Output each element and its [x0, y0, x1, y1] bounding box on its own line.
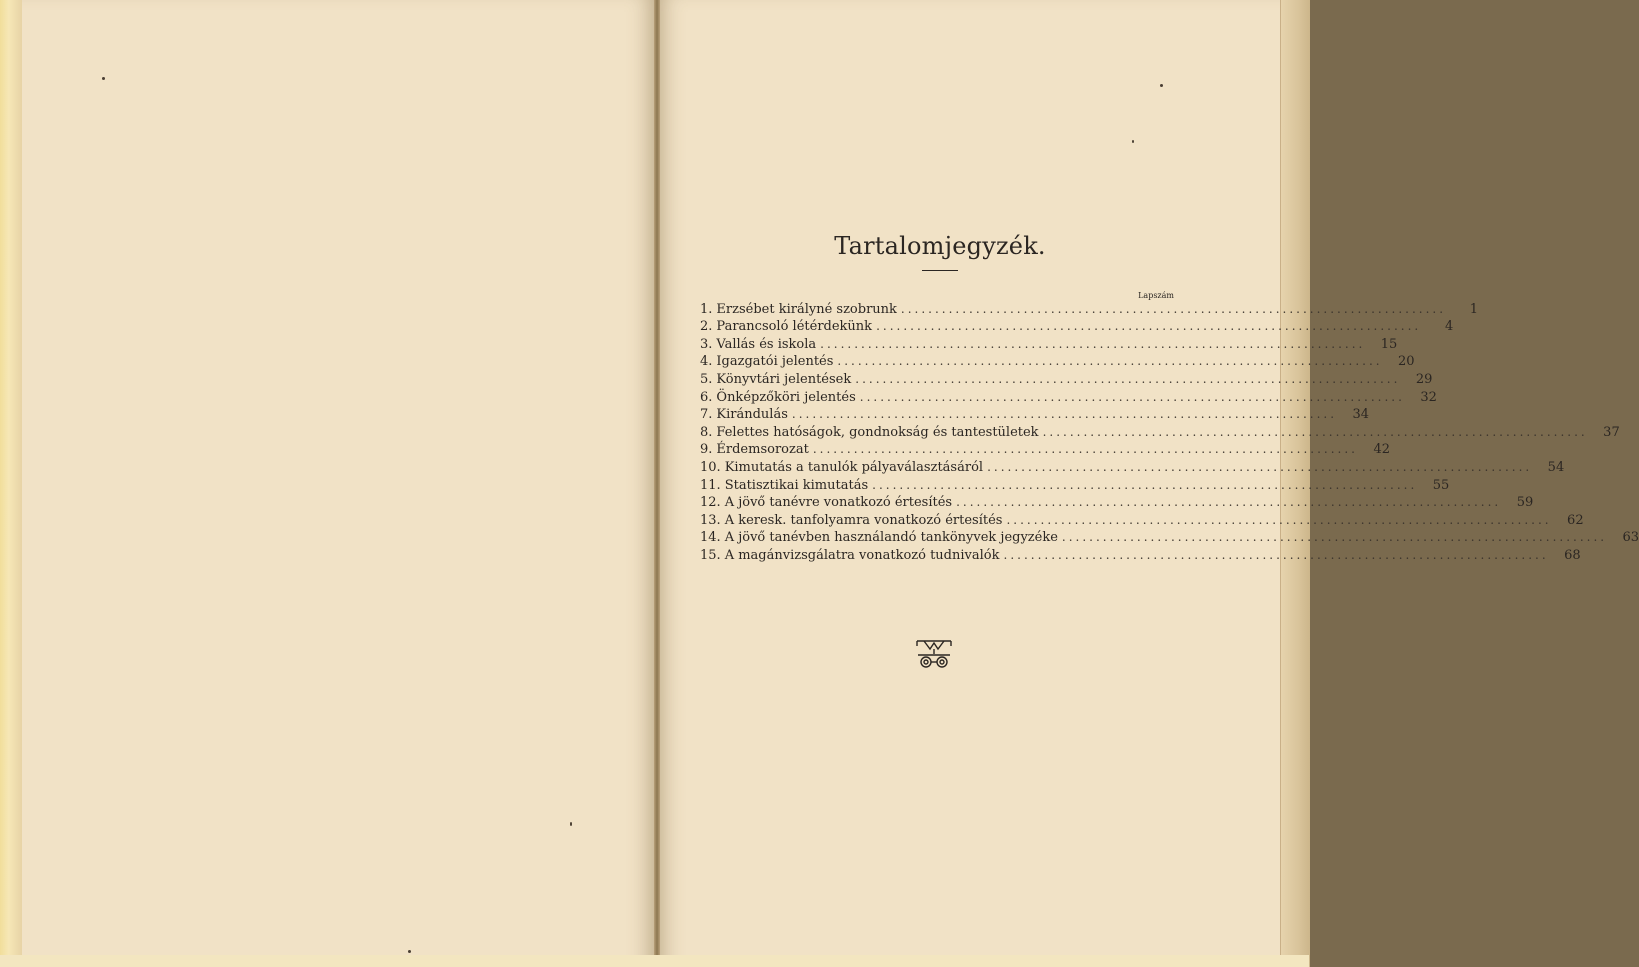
dot-leader: ................................................................................: [1061, 530, 1608, 545]
dot-leader: ................................................................................: [812, 442, 1358, 457]
toc-entry-number: 11.: [700, 477, 721, 493]
toc-entry-title: Könyvtári jelentések: [716, 371, 852, 387]
toc-entry-title: Felettes hatóságok, gondnokság és tantestületek: [716, 424, 1039, 440]
toc-entry: [700, 546, 1581, 564]
toc-entry-page: 34: [1352, 407, 1370, 423]
toc-entry: [700, 529, 1639, 547]
toc-entry-number: 8.: [700, 424, 713, 440]
toc-entry-page: 29: [1415, 371, 1433, 387]
toc-entry-number: 2.: [700, 319, 713, 335]
title-rule: [922, 270, 958, 271]
toc-entry: [700, 476, 1450, 494]
toc-entry-title: Vallás és iskola: [716, 336, 817, 352]
toc-entry-number: 9.: [700, 442, 713, 458]
paper-speck: [102, 77, 105, 80]
left-page: [22, 0, 654, 967]
toc-entry-page: 62: [1567, 512, 1584, 528]
toc-entry-title: Erzsébet királyné szobrunk: [716, 301, 897, 317]
toc-entry-number: 3.: [700, 336, 713, 352]
toc-entry: [700, 335, 1398, 353]
toc-list: [700, 300, 1639, 564]
paper-speck: [1160, 84, 1163, 87]
dot-leader: ................................................................................: [900, 301, 1447, 316]
dot-leader: ................................................................................: [1003, 547, 1549, 562]
toc-entry-number: 5.: [700, 371, 713, 387]
toc-entry-page: 20: [1398, 354, 1415, 370]
toc-entry-page: 42: [1373, 442, 1390, 458]
toc-entry-page: 59: [1516, 495, 1534, 511]
dot-leader: ................................................................................: [859, 389, 1405, 404]
toc-entry-title: Érdemsorozat: [716, 442, 809, 458]
toc-entry: [700, 370, 1433, 388]
toc-entry-page: 32: [1420, 389, 1437, 405]
toc-entry: [700, 458, 1565, 476]
dot-leader: ................................................................................: [987, 459, 1533, 474]
dot-leader: ................................................................................: [820, 336, 1366, 351]
toc-entry: [700, 300, 1479, 318]
dot-leader: ................................................................................: [876, 319, 1422, 334]
dot-leader: ................................................................................: [872, 477, 1418, 492]
toc-entry-title: A keresk. tanfolyamra vonatkozó értesítés: [724, 512, 1003, 528]
toc-entry-title: Kimutatás a tanulók pályaválasztásáról: [724, 459, 984, 475]
toc-entry-number: 1.: [700, 301, 713, 317]
dot-leader: ................................................................................: [855, 371, 1401, 386]
page-number-column-header: Lapszám: [1138, 291, 1174, 300]
toc-entry: [700, 494, 1534, 512]
page-edge-bottom: [0, 955, 1309, 967]
dot-leader: ................................................................................: [791, 407, 1338, 422]
dot-leader: ................................................................................: [1006, 512, 1552, 527]
toc-entry-number: 7.: [700, 407, 713, 423]
toc-entry-number: 12.: [700, 495, 721, 511]
toc-entry: [700, 423, 1620, 441]
toc-entry-number: 4.: [700, 354, 713, 370]
toc-entry: [700, 388, 1437, 406]
toc-entry-number: 13.: [700, 512, 721, 528]
toc-entry-page: 55: [1432, 477, 1450, 493]
toc-entry-title: Statisztikai kimutatás: [724, 477, 869, 493]
toc-entry-page: 4: [1444, 319, 1454, 335]
toc-entry-page: 63: [1622, 530, 1639, 546]
toc-entry-title: A magánvizsgálatra vonatkozó tudnivalók: [724, 547, 1000, 563]
toc-entry-title: Igazgatói jelentés: [716, 354, 834, 370]
toc-entry: [700, 318, 1454, 336]
toc-entry: [700, 353, 1415, 371]
toc-entry-title: A jövő tanévre vonatkozó értesítés: [724, 495, 953, 511]
toc-entry: [700, 406, 1370, 424]
toc-entry-page: 37: [1603, 424, 1620, 440]
toc-entry-page: 68: [1564, 547, 1581, 563]
toc-entry-page: 1: [1469, 301, 1479, 317]
toc-entry-title: Parancsoló létérdekünk: [716, 319, 873, 335]
dot-leader: ................................................................................: [837, 354, 1383, 369]
toc-entry: [700, 511, 1584, 529]
toc-entry-number: 14.: [700, 530, 721, 546]
paper-speck: [570, 822, 572, 826]
toc-entry-page: 15: [1380, 336, 1398, 352]
toc-entry-title: Önképzőköri jelentés: [716, 389, 856, 405]
toc-entry-number: 10.: [700, 459, 721, 475]
page-edge-left: [0, 0, 23, 967]
dot-leader: ................................................................................: [956, 495, 1502, 510]
ornament-icon: [914, 638, 954, 670]
toc-entry: [700, 441, 1390, 459]
paper-speck: [408, 950, 411, 953]
toc-title: Tartalomjegyzék.: [834, 232, 1046, 260]
toc-entry-title: Kirándulás: [716, 407, 788, 423]
paper-speck: [1132, 140, 1134, 143]
toc-entry-number: 15.: [700, 547, 721, 563]
toc-entry-title: A jövő tanévben használandó tankönyvek jegyzéke: [724, 530, 1058, 546]
dot-leader: ................................................................................: [1042, 424, 1588, 439]
toc-entry-page: 54: [1547, 459, 1565, 475]
toc-entry-number: 6.: [700, 389, 713, 405]
